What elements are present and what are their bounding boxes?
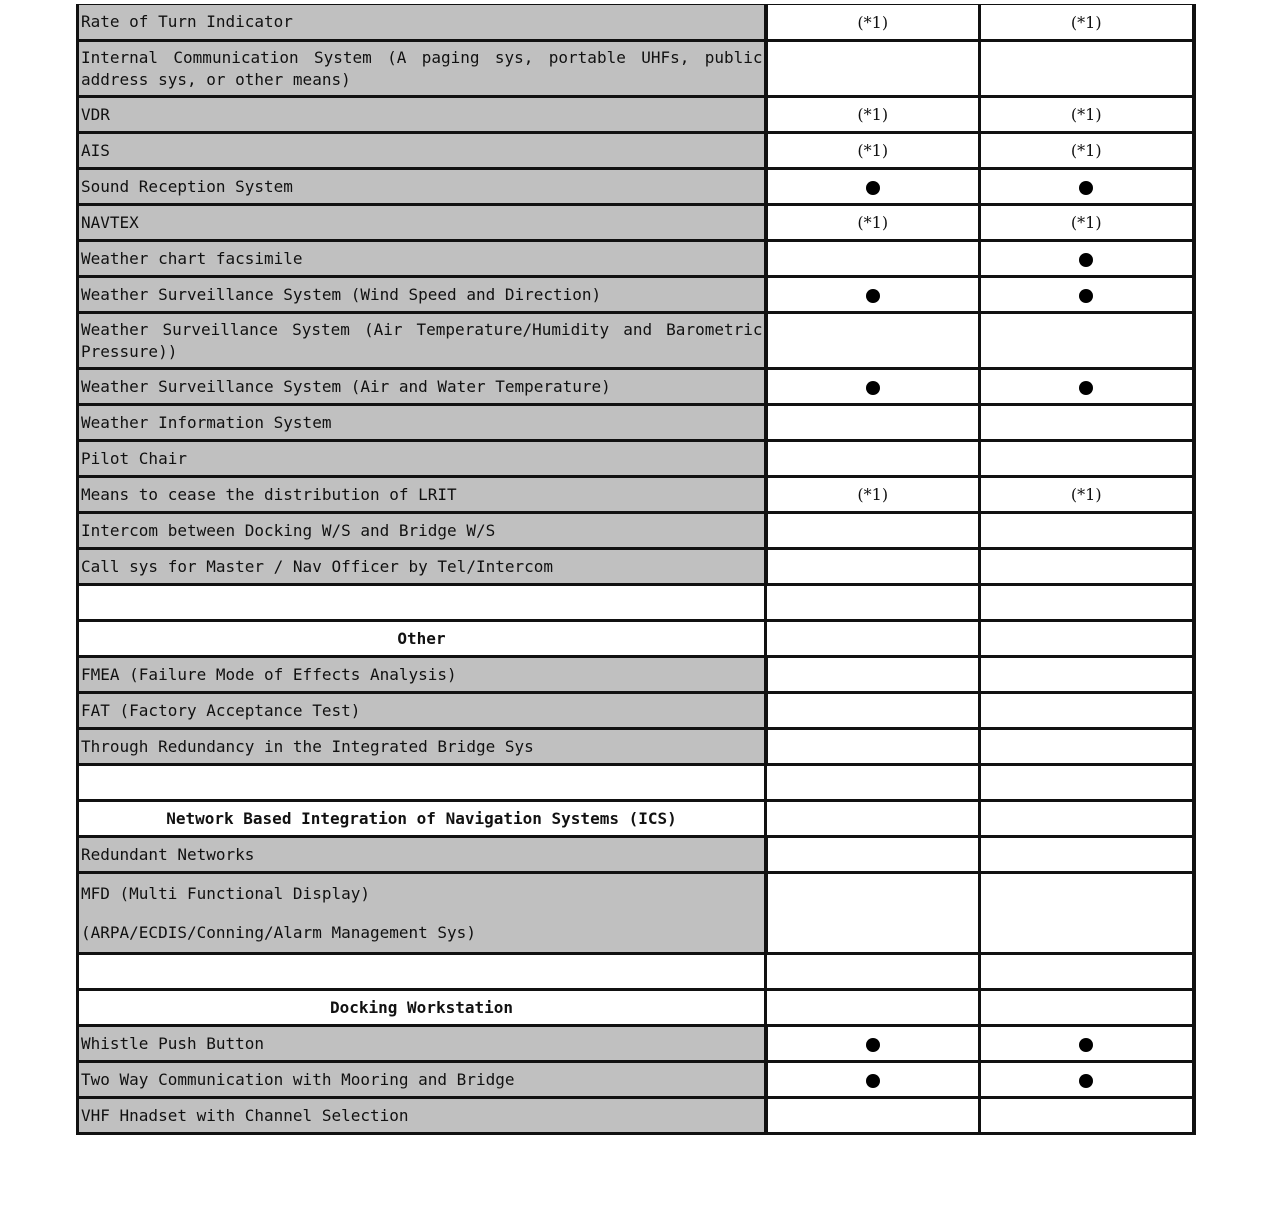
table-row	[78, 513, 1194, 549]
table-row	[78, 405, 1194, 441]
mark-cell-col1	[766, 585, 980, 621]
filled-circle-icon	[1079, 181, 1093, 195]
mark-cell-col2	[980, 1098, 1194, 1134]
item-label: Call sys for Master / Nav Officer by Tel/Intercom	[78, 549, 766, 585]
mark-cell-col1	[766, 873, 980, 954]
mark-cell-col2	[980, 5, 1194, 41]
table-row	[78, 837, 1194, 873]
mark-cell-col1	[766, 990, 980, 1026]
mark-cell-col1	[766, 1098, 980, 1134]
mark-cell-col2	[980, 549, 1194, 585]
item-label: FAT (Factory Acceptance Test)	[78, 693, 766, 729]
table-row	[78, 41, 1194, 97]
section-row	[78, 621, 1194, 657]
mark-cell-col2	[980, 133, 1194, 169]
table-row	[78, 277, 1194, 313]
mark-cell-col1	[766, 765, 980, 801]
mark-cell-col2	[980, 1062, 1194, 1098]
mark-cell-col1	[766, 205, 980, 241]
table-row	[78, 441, 1194, 477]
item-label: Sound Reception System	[78, 169, 766, 205]
mark-cell-col1	[766, 513, 980, 549]
mark-cell-col2	[980, 873, 1194, 954]
mark-cell-col2	[980, 169, 1194, 205]
table-row	[78, 1026, 1194, 1062]
note-mark: (*1)	[857, 141, 889, 160]
mark-cell-col2	[980, 693, 1194, 729]
mark-cell-col2	[980, 513, 1194, 549]
filled-circle-icon	[1079, 1038, 1093, 1052]
mark-cell-col2	[980, 765, 1194, 801]
filled-circle-icon	[866, 1074, 880, 1088]
item-label: Weather chart facsimile	[78, 241, 766, 277]
item-label: Weather Surveillance System (Air Temperature/Humidity and Barometric Pressure))	[78, 313, 766, 369]
mark-cell-col2	[980, 369, 1194, 405]
mark-cell-col2	[980, 441, 1194, 477]
blank-row	[78, 954, 1194, 990]
item-label: Means to cease the distribution of LRIT	[78, 477, 766, 513]
blank-cell	[78, 585, 766, 621]
table-row	[78, 1062, 1194, 1098]
table-row	[78, 97, 1194, 133]
mark-cell-col2	[980, 729, 1194, 765]
mark-cell-col1	[766, 477, 980, 513]
filled-circle-icon	[1079, 253, 1093, 267]
item-label: Redundant Networks	[78, 837, 766, 873]
section-heading: Docking Workstation	[78, 990, 766, 1026]
mark-cell-col1	[766, 1026, 980, 1062]
mark-cell-col1	[766, 5, 980, 41]
section-heading: Other	[78, 621, 766, 657]
mark-cell-col1	[766, 693, 980, 729]
mark-cell-col1	[766, 369, 980, 405]
mark-cell-col1	[766, 169, 980, 205]
mark-cell-col2	[980, 585, 1194, 621]
mark-cell-col2	[980, 277, 1194, 313]
table-row	[78, 5, 1194, 41]
note-mark: (*1)	[857, 213, 889, 232]
filled-circle-icon	[866, 1038, 880, 1052]
mark-cell-col2	[980, 41, 1194, 97]
mark-cell-col1	[766, 549, 980, 585]
mark-cell-col2	[980, 990, 1194, 1026]
item-label: AIS	[78, 133, 766, 169]
mark-cell-col1	[766, 954, 980, 990]
mark-cell-col1	[766, 729, 980, 765]
mark-cell-col2	[980, 837, 1194, 873]
item-label: Whistle Push Button	[78, 1026, 766, 1062]
table-row	[78, 1098, 1194, 1134]
item-label: NAVTEX	[78, 205, 766, 241]
equipment-table	[76, 4, 1196, 1135]
mark-cell-col1	[766, 97, 980, 133]
table-row	[78, 169, 1194, 205]
item-label: Through Redundancy in the Integrated Bridge Sys	[78, 729, 766, 765]
note-mark: (*1)	[1070, 213, 1102, 232]
equipment-table-body	[78, 5, 1194, 1134]
mark-cell-col1	[766, 313, 980, 369]
table-row	[78, 369, 1194, 405]
mark-cell-col2	[980, 954, 1194, 990]
blank-row	[78, 765, 1194, 801]
item-label: Weather Surveillance System (Air and Water Temperature)	[78, 369, 766, 405]
mark-cell-col1	[766, 241, 980, 277]
note-mark: (*1)	[1070, 141, 1102, 160]
mark-cell-col2	[980, 477, 1194, 513]
item-label: Weather Surveillance System (Wind Speed and Direction)	[78, 277, 766, 313]
mark-cell-col1	[766, 441, 980, 477]
mark-cell-col2	[980, 657, 1194, 693]
mark-cell-col2	[980, 97, 1194, 133]
item-label: Internal Communication System (A paging sys, portable UHFs, public address sys, or other means)	[78, 41, 766, 97]
note-mark: (*1)	[857, 485, 889, 504]
mark-cell-col1	[766, 41, 980, 97]
item-label: Pilot Chair	[78, 441, 766, 477]
mark-cell-col2	[980, 405, 1194, 441]
blank-cell	[78, 765, 766, 801]
mark-cell-col2	[980, 1026, 1194, 1062]
mark-cell-col1	[766, 133, 980, 169]
mark-cell-col2	[980, 205, 1194, 241]
filled-circle-icon	[866, 289, 880, 303]
table-row	[78, 729, 1194, 765]
filled-circle-icon	[866, 181, 880, 195]
item-label-line: (ARPA/ECDIS/Conning/Alarm Management Sys)	[81, 923, 476, 942]
mark-cell-col1	[766, 621, 980, 657]
blank-row	[78, 585, 1194, 621]
filled-circle-icon	[1079, 289, 1093, 303]
mark-cell-col2	[980, 621, 1194, 657]
note-mark: (*1)	[1070, 12, 1102, 32]
item-label: FMEA (Failure Mode of Effects Analysis)	[78, 657, 766, 693]
filled-circle-icon	[1079, 381, 1093, 395]
filled-circle-icon	[1079, 1074, 1093, 1088]
table-row	[78, 477, 1194, 513]
table-row	[78, 873, 1194, 954]
note-mark: (*1)	[1070, 105, 1102, 124]
mark-cell-col1	[766, 1062, 980, 1098]
item-label: VHF Hnadset with Channel Selection	[78, 1098, 766, 1134]
mark-cell-col1	[766, 277, 980, 313]
mark-cell-col1	[766, 801, 980, 837]
filled-circle-icon	[866, 381, 880, 395]
blank-cell	[78, 954, 766, 990]
mark-cell-col2	[980, 801, 1194, 837]
item-label: Two Way Communication with Mooring and Bridge	[78, 1062, 766, 1098]
table-row	[78, 693, 1194, 729]
table-row	[78, 241, 1194, 277]
mark-cell-col1	[766, 405, 980, 441]
item-label: Intercom between Docking W/S and Bridge W/S	[78, 513, 766, 549]
section-heading: Network Based Integration of Navigation Systems (ICS)	[78, 801, 766, 837]
item-label: Rate of Turn Indicator	[78, 5, 766, 41]
item-label: Weather Information System	[78, 405, 766, 441]
mark-cell-col1	[766, 837, 980, 873]
table-row	[78, 313, 1194, 369]
table-row	[78, 657, 1194, 693]
note-mark: (*1)	[857, 12, 889, 32]
item-label: VDR	[78, 97, 766, 133]
table-row	[78, 133, 1194, 169]
item-label-line: MFD (Multi Functional Display)	[81, 884, 370, 903]
table-row	[78, 205, 1194, 241]
section-row	[78, 801, 1194, 837]
item-label	[78, 873, 766, 954]
table-row	[78, 549, 1194, 585]
mark-cell-col2	[980, 241, 1194, 277]
note-mark: (*1)	[1070, 485, 1102, 504]
section-row	[78, 990, 1194, 1026]
mark-cell-col1	[766, 657, 980, 693]
note-mark: (*1)	[857, 105, 889, 124]
mark-cell-col2	[980, 313, 1194, 369]
